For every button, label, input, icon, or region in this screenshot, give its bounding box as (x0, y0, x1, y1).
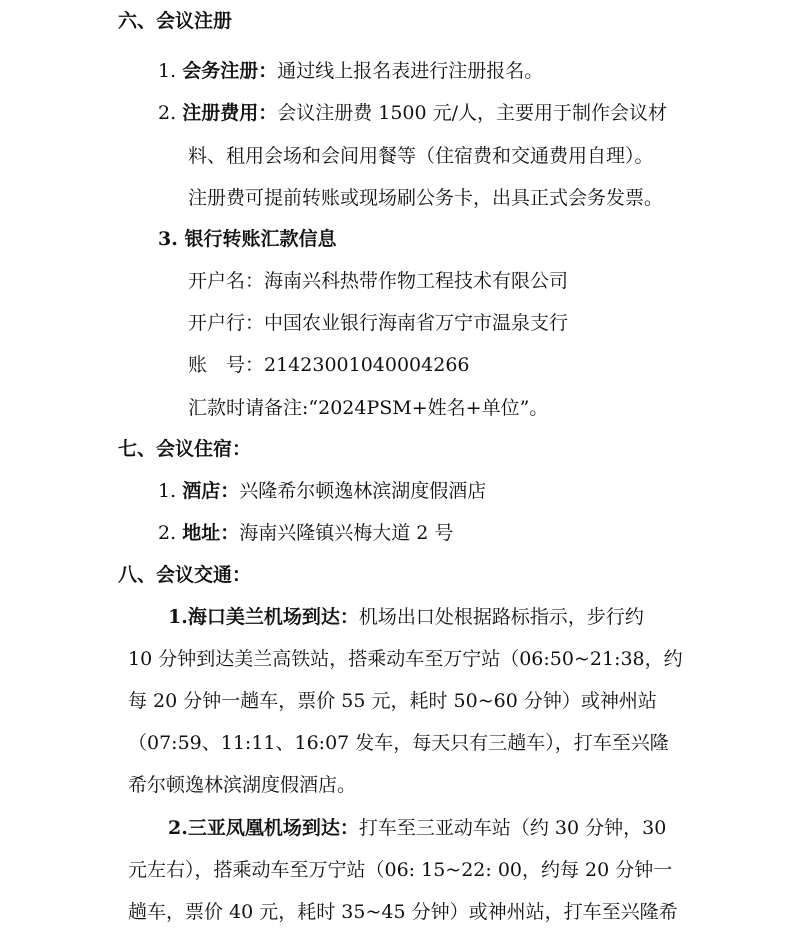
sec6-item3-label: 银行转账汇款信息 (184, 228, 337, 250)
transport-haikou-l2: 10 分钟到达美兰高铁站，搭乘动车至万宁站（06:50~21:38，约 (128, 648, 683, 670)
sec7-item2-num: 2. (158, 522, 177, 544)
sec6-item1 (158, 58, 543, 84)
transport-sanya-l3: 趟车，票价 40 元，耗时 35~45 分钟）或神州站，打车至兴隆希 (128, 901, 678, 923)
bank-name: 开户行：中国农业银行海南省万宁市温泉支行 (188, 312, 569, 334)
sec6-item1-num: 1. (158, 60, 177, 82)
transport-sanya-l1 (168, 815, 666, 841)
sec7-item2-text: 海南兴隆镇兴梅大道 2 号 (239, 522, 454, 544)
bank-account-number: 账 号：21423001040004266 (188, 354, 470, 376)
sec6-item3 (158, 226, 336, 252)
sec6-item2-text-l1: 会议注册费 1500 元/人，主要用于制作会议材 (277, 102, 668, 124)
sec6-item2-num: 2. (158, 102, 177, 124)
sec6-item3-num: 3. (158, 228, 178, 250)
sec7-item1-label: 酒店： (182, 480, 240, 502)
transport-haikou-text-l1: 机场出口处根据路标指示，步行约 (358, 606, 644, 628)
transport-haikou-label: 1.海口美兰机场到达： (168, 606, 359, 628)
transport-sanya-label: 2.三亚凤凰机场到达： (168, 817, 359, 839)
transport-sanya-text-l1: 打车至三亚动车站（约 30 分钟，30 (358, 817, 667, 839)
section-7-heading: 七、会议住宿： (118, 438, 252, 460)
transfer-remark: 汇款时请备注:“2024PSM+姓名+单位”。 (188, 397, 549, 419)
sec6-item2-text-l2: 料、租用会场和会间用餐等（住宿费和交通费用自理）。 (188, 145, 654, 167)
section-8-heading: 八、会议交通： (118, 564, 252, 586)
sec6-item2 (158, 100, 667, 126)
transport-sanya-l2: 元左右），搭乘动车至万宁站（06: 15~22: 00，约每 20 分钟一 (128, 859, 673, 881)
sec7-item2-label: 地址： (182, 522, 240, 544)
sec6-item2-label: 注册费用： (182, 102, 278, 124)
sec7-item1-text: 兴隆希尔顿逸林滨湖度假酒店 (239, 480, 487, 502)
transport-haikou-l4: （07:59、11:11、16:07 发车，每天只有三趟车），打车至兴隆 (128, 732, 669, 754)
transport-haikou-l5: 希尔顿逸林滨湖度假酒店。 (128, 774, 357, 796)
sec6-item1-label: 会务注册： (182, 60, 278, 82)
transport-haikou-l1 (168, 604, 644, 630)
transport-haikou-l3: 每 20 分钟一趟车，票价 55 元，耗时 50~60 分钟）或神州站 (128, 690, 657, 712)
section-6-heading: 六、会议注册 (118, 10, 233, 32)
sec7-item1 (158, 478, 486, 504)
sec6-item2-text-l3: 注册费可提前转账或现场刷公务卡，出具正式会务发票。 (188, 187, 664, 209)
sec7-item2 (158, 520, 453, 546)
sec7-item1-num: 1. (158, 480, 177, 502)
sec6-item1-text: 通过线上报名表进行注册报名。 (277, 60, 544, 82)
bank-account-name: 开户名：海南兴科热带作物工程技术有限公司 (188, 270, 569, 292)
